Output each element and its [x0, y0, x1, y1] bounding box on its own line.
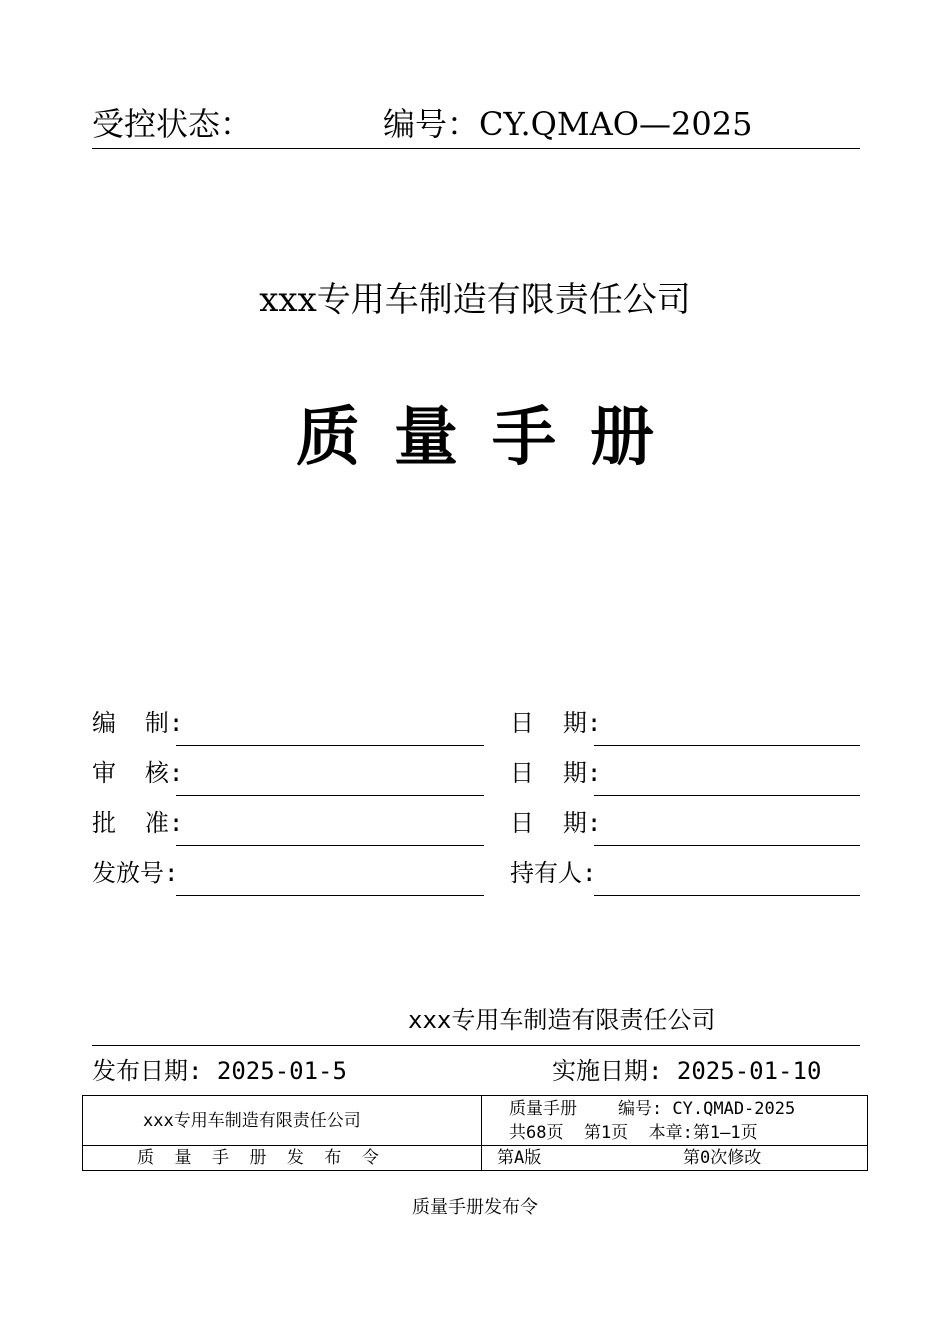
reviewed-date-field[interactable]: [594, 795, 860, 796]
approved-date-label: 日 期:: [510, 809, 602, 837]
table-doc-number: 质量手册 编号: CY.QMAD-2025: [509, 1099, 796, 1119]
prepared-by-field[interactable]: [176, 745, 484, 746]
approved-by-field[interactable]: [176, 845, 484, 846]
document-info-table: [82, 1095, 868, 1171]
distribution-number-label: 发放号:: [92, 859, 179, 887]
header-divider: [92, 148, 860, 149]
page-caption: 质量手册发布令: [412, 1197, 538, 1218]
manual-title: 质量手册: [296, 400, 688, 475]
reviewed-by-field[interactable]: [176, 795, 484, 796]
table-revision: 第0次修改: [683, 1148, 762, 1168]
footer-divider: [92, 1045, 860, 1046]
control-status-label: 受控状态：: [92, 105, 253, 143]
table-company-name: xxx专用车制造有限责任公司: [143, 1111, 361, 1131]
issue-date: 发布日期: 2025-01-5: [92, 1057, 347, 1085]
reviewed-date-label: 日 期:: [510, 759, 602, 787]
table-column-divider: [481, 1096, 482, 1170]
approved-date-field[interactable]: [594, 845, 860, 846]
holder-field[interactable]: [594, 895, 860, 896]
company-name: xxx专用车制造有限责任公司: [259, 280, 691, 320]
table-page-info: 共68页 第1页 本章:第1—1页: [509, 1123, 758, 1143]
approved-by-label: 批 准:: [92, 809, 184, 837]
prepared-date-field[interactable]: [594, 745, 860, 746]
footer-company-name: xxx专用车制造有限责任公司: [408, 1006, 716, 1034]
table-version: 第A版: [497, 1148, 542, 1168]
distribution-number-field[interactable]: [176, 895, 484, 896]
table-row-divider: [83, 1145, 867, 1146]
prepared-by-label: 编 制:: [92, 709, 184, 737]
document-number: 编号：CY.QMAO—2025: [383, 105, 753, 143]
effective-date: 实施日期: 2025-01-10: [552, 1057, 822, 1085]
prepared-date-label: 日 期:: [510, 709, 602, 737]
holder-label: 持有人:: [510, 859, 597, 887]
table-section-title: 质 量 手 册 发 布 令: [137, 1148, 379, 1168]
reviewed-by-label: 审 核:: [92, 759, 184, 787]
